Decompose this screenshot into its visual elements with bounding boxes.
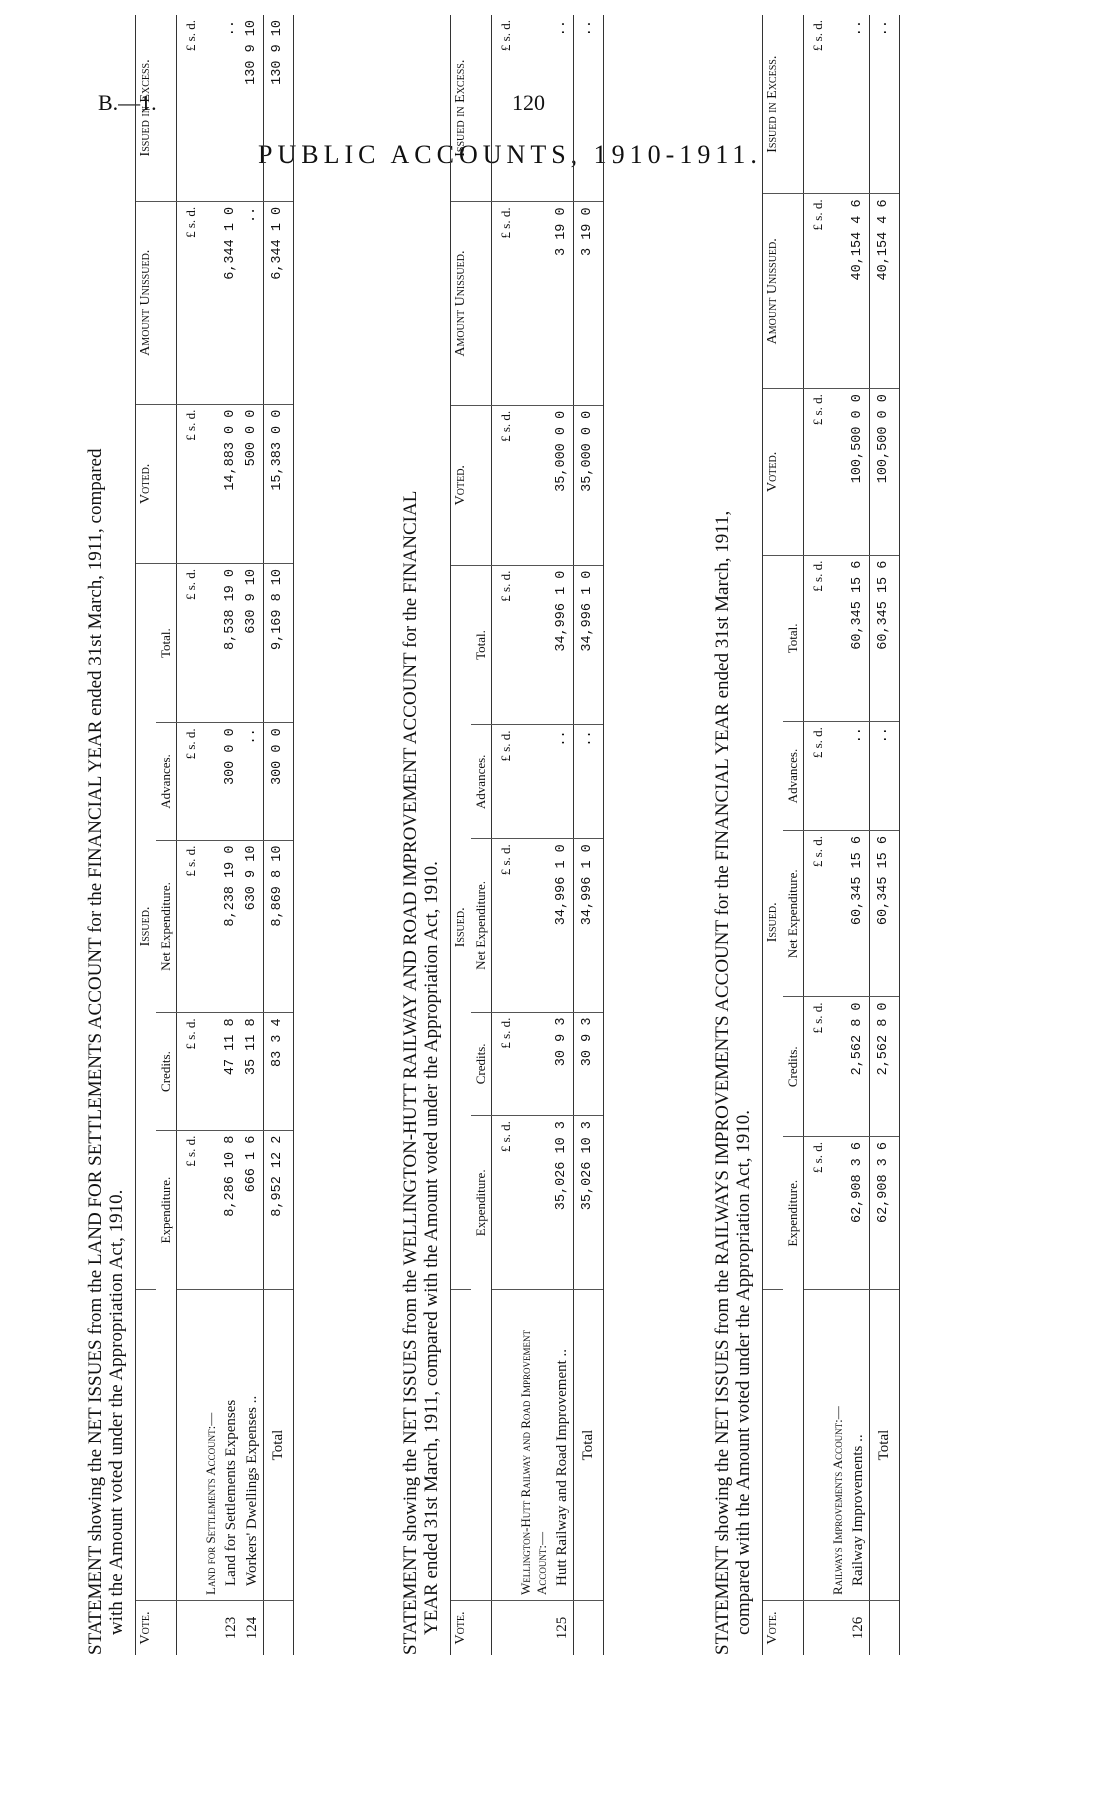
unissued-total: 40,154 4 6 [870,194,900,389]
col-voted: Voted. [451,405,492,565]
total-total: 9,169 8 10 [264,563,294,722]
excess-value: .. [848,15,870,194]
total-value: 60,345 15 6 [848,555,870,721]
col-issued-in-excess: Issued in Excess. [763,15,804,194]
col-total: Total. [783,555,804,721]
group-row [828,15,848,1655]
voted-value: 35,000 0 0 [552,405,574,565]
table-row [242,15,264,1655]
caption-line-2: with the Amount voted under the Appropriation Act, 1910. [106,1189,127,1635]
group-row [516,15,552,1655]
unit-label: £ s. d. [177,840,202,1013]
advances-value: .. [242,723,264,840]
unit-label: £ s. d. [492,202,517,405]
caption-line-2: YEAR ended 31st March, 1911, compared with the Amount voted under the Appropriation Act, 1910. [421,861,442,1635]
unissued-value: 3 19 0 [552,202,574,405]
total-value: 630 9 10 [242,563,264,722]
advances-total: 300 0 0 [264,723,294,840]
statement-caption [85,15,127,1655]
total-row [264,15,294,1655]
net-expenditure-value: 34,996 1 0 [552,839,574,1012]
credits-value: 30 9 3 [552,1012,574,1116]
unissued-total: 3 19 0 [574,202,604,405]
net-expenditure-total: 60,345 15 6 [870,831,900,997]
col-vote: Vote. [136,1601,177,1656]
voted-total: 35,000 0 0 [574,405,604,565]
col-amount-unissued: Amount Unissued. [136,201,177,404]
account-group-label: Wellington-Hutt Railway and Road Improvement Account:— [516,1290,552,1601]
col-amount-unissued: Amount Unissued. [451,202,492,405]
unit-label: £ s. d. [804,194,829,389]
col-credits: Credits. [471,1012,492,1116]
total-total: 60,345 15 6 [870,555,900,721]
col-vote: Vote. [763,1601,804,1656]
unit-label: £ s. d. [804,15,829,194]
unissued-value: 40,154 4 6 [848,194,870,389]
col-total: Total. [471,565,492,725]
excess-total: .. [870,15,900,194]
col-issued-in-excess: Issued in Excess. [451,15,492,202]
excess-total: .. [574,15,604,202]
col-description [451,1290,492,1601]
excess-value: .. [552,15,574,202]
unit-label: £ s. d. [177,723,202,840]
expenditure-value: 35,026 10 3 [552,1116,574,1290]
advances-total: .. [574,725,604,839]
units-row [492,15,517,1655]
unit-label: £ s. d. [804,997,829,1137]
voted-total: 15,383 0 0 [264,404,294,563]
unit-label: £ s. d. [804,389,829,555]
net-expenditure-total: 34,996 1 0 [574,839,604,1012]
caption-line-1: STATEMENT showing the NET ISSUES from the LAND FOR SETTLEMENTS ACCOUNT for the FINANCIAL YEAR ended 31st March, 1911, compared [85,448,106,1655]
advances-value: .. [848,722,870,831]
statement-table [762,15,900,1655]
col-amount-unissued: Amount Unissued. [763,194,804,389]
vote-description: Railway Improvements .. [848,1290,870,1601]
col-advances: Advances. [471,725,492,839]
voted-total: 100,500 0 0 [870,389,900,555]
unit-label: £ s. d. [804,831,829,997]
unit-label: £ s. d. [804,555,829,721]
total-label: Total [870,1290,900,1601]
col-issued: Issued. [763,555,784,1289]
expenditure-value: 62,908 3 6 [848,1137,870,1290]
voted-value: 14,883 0 0 [221,404,242,563]
unit-label: £ s. d. [492,839,517,1012]
page-reference: B.—1. [98,90,157,115]
advances-total: .. [870,722,900,831]
excess-value: 130 9 10 [242,15,264,201]
unit-label: £ s. d. [177,563,202,722]
account-group-label: Land for Settlements Account:— [201,1290,221,1601]
table-row [552,15,574,1655]
caption-line-2: compared with the Amount voted under the Appropriation Act, 1910. [733,1109,754,1635]
statement-table [135,15,294,1655]
unit-label: £ s. d. [177,1130,202,1289]
vote-description: Hutt Railway and Road Improvement .. [552,1290,574,1601]
credits-value: 47 11 8 [221,1013,242,1130]
table-row [221,15,242,1655]
unit-label: £ s. d. [804,722,829,831]
unissued-value: .. [242,201,264,404]
credits-value: 2,562 8 0 [848,997,870,1137]
total-label: Total [574,1290,604,1601]
unissued-total: 6,344 1 0 [264,201,294,404]
expenditure-total: 62,908 3 6 [870,1137,900,1290]
col-net-expenditure: Net Expenditure. [156,840,177,1013]
unit-label: £ s. d. [492,725,517,839]
col-credits: Credits. [156,1013,177,1130]
col-advances: Advances. [156,723,177,840]
col-net-expenditure: Net Expenditure. [783,831,804,997]
net-expenditure-total: 8,869 8 10 [264,840,294,1013]
unit-label: £ s. d. [177,201,202,404]
total-row [574,15,604,1655]
vote-number: 126 [850,1616,866,1640]
statement-wellington-hutt [400,15,604,1655]
net-expenditure-value: 60,345 15 6 [848,831,870,997]
statement-land-for-settlements [85,15,294,1655]
unit-label: £ s. d. [177,15,202,201]
statement-railways-improvements [712,15,900,1655]
col-total: Total. [156,563,177,722]
col-description [763,1290,804,1601]
col-expenditure: Expenditure. [785,1179,800,1247]
caption-line-1: STATEMENT showing the NET ISSUES from the WELLINGTON-HUTT RAILWAY AND ROAD IMPROVEMENT ACCOUNT for the FINANCIAL [400,490,421,1655]
unissued-value: 6,344 1 0 [221,201,242,404]
statement-caption [712,15,754,1655]
col-issued-in-excess: Issued in Excess. [136,15,177,201]
net-expenditure-value: 630 9 10 [242,840,264,1013]
vote-number: 123 [223,1616,239,1640]
page-number: 120 [512,90,545,115]
statement-caption [400,15,442,1655]
total-value: 8,538 19 0 [221,563,242,722]
expenditure-total: 8,952 12 2 [264,1130,294,1289]
unit-label: £ s. d. [492,1116,517,1290]
col-net-expenditure: Net Expenditure. [471,839,492,1012]
unit-label: £ s. d. [492,1012,517,1116]
col-expenditure: Expenditure. [158,1176,173,1244]
col-issued: Issued. [136,563,157,1289]
voted-value: 100,500 0 0 [848,389,870,555]
unit-label: £ s. d. [492,405,517,565]
col-expenditure: Expenditure. [473,1169,488,1237]
credits-total: 83 3 4 [264,1013,294,1130]
account-group-label: Railways Improvements Account:— [828,1290,848,1601]
net-expenditure-value: 8,238 19 0 [221,840,242,1013]
total-label: Total [264,1290,294,1601]
statement-table [450,15,604,1655]
expenditure-value: 8,286 10 8 [221,1130,242,1289]
col-issued: Issued. [451,565,472,1289]
advances-value: 300 0 0 [221,723,242,840]
vote-number: 125 [554,1616,570,1640]
col-voted: Voted. [136,404,177,563]
col-description [136,1290,177,1601]
vote-description: Land for Settlements Expenses [221,1290,242,1601]
voted-value: 500 0 0 [242,404,264,563]
credits-value: 35 11 8 [242,1013,264,1130]
total-total: 34,996 1 0 [574,565,604,725]
unit-label: £ s. d. [492,15,517,202]
expenditure-total: 35,026 10 3 [574,1116,604,1290]
col-advances: Advances. [783,722,804,831]
unit-label: £ s. d. [177,1013,202,1130]
excess-total: 130 9 10 [264,15,294,201]
excess-value: .. [221,15,242,201]
vote-description: Workers' Dwellings Expenses .. [242,1290,264,1601]
units-row [804,15,829,1655]
total-value: 34,996 1 0 [552,565,574,725]
unit-label: £ s. d. [492,565,517,725]
units-row [177,15,202,1655]
page-title: PUBLIC ACCOUNTS, 1910-1911. [258,140,762,169]
table-row [848,15,870,1655]
col-vote: Vote. [451,1601,492,1656]
unit-label: £ s. d. [804,1137,829,1290]
vote-number: 124 [244,1616,260,1640]
caption-line-1: STATEMENT showing the NET ISSUES from the RAILWAYS IMPROVEMENTS ACCOUNT for the FINANCIAL YEAR ended 31st March, 1911, [712,510,733,1655]
advances-value: .. [552,725,574,839]
unit-label: £ s. d. [177,404,202,563]
group-row [201,15,221,1655]
total-row [870,15,900,1655]
credits-total: 2,562 8 0 [870,997,900,1137]
credits-total: 30 9 3 [574,1012,604,1116]
col-credits: Credits. [783,997,804,1137]
col-voted: Voted. [763,389,804,555]
expenditure-value: 666 1 6 [242,1130,264,1289]
